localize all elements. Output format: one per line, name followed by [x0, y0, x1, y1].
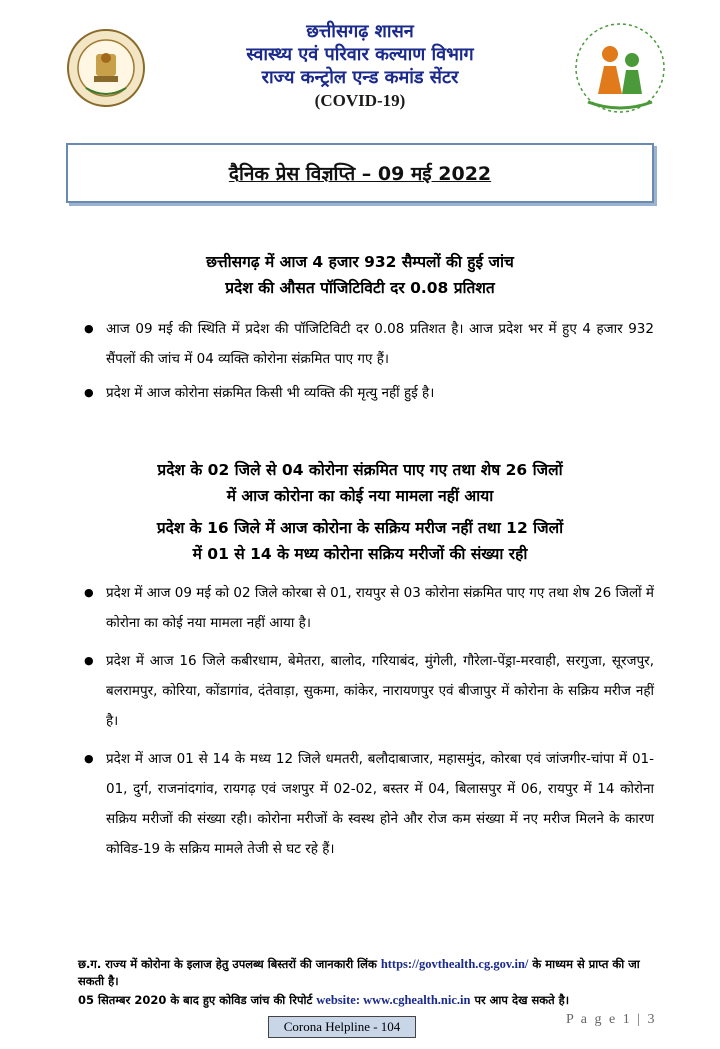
section1-heading-2: प्रदेश की औसत पॉजिटिविटी दर 0.08 प्रतिशत: [225, 279, 495, 297]
control-center-name: राज्य कन्ट्रोल एन्ड कमांड सेंटर: [261, 67, 459, 88]
list-item: ● प्रदेश में आज कोरोना संक्रमित किसी भी व्यक्ति की मृत्यु नहीं हुई है।: [106, 378, 654, 408]
press-release-title-box: [66, 143, 654, 203]
section1-heading-1: छत्तीसगढ़ में आज 4 हजार 932 सैम्पलों की हुई जांच: [206, 253, 514, 271]
govthealth-link[interactable]: https://govthealth.cg.gov.in/: [380, 957, 529, 971]
cghealth-website-link[interactable]: website: www.cghealth.nic.in: [316, 993, 471, 1007]
section2-heading-4: में 01 से 14 के मध्य कोरोना सक्रिय मरीजों की संख्या रही: [192, 545, 528, 563]
beds-info-text: छ.ग. राज्य में कोरोना के इलाज हेतु उपलब्ध बिस्तरों की जानकारी लिंक: [78, 957, 381, 971]
department-name: स्वास्थ्य एवं परिवार कल्याण विभाग: [246, 44, 474, 65]
covid-report-text: 05 सितम्बर 2020 के बाद हुए कोविड जांच की रिपोर्ट: [78, 993, 317, 1007]
section2-heading-2: में आज कोरोना का कोई नया मामला नहीं आया: [226, 487, 494, 505]
list-item: ● प्रदेश में आज 16 जिले कबीरधाम, बेमेतरा, बालोद, गरियाबंद, मुंगेली, गौरेला-पेंड्रा-मरवाही, सरगुजा, सूरजपुर, बलरामपुर, कोरिया, कोंडागांव, दंतेवाड़ा, सुकमा, कांकेर, नारायणपुर एवं बीजापुर में कोरोना के सक्रिय मरीज नहीं है।: [106, 646, 654, 736]
corona-helpline-box: Corona Helpline - 104: [268, 1016, 416, 1038]
section2-heading-1: प्रदेश के 02 जिले से 04 कोरोना संक्रमित पाए गए तथा शेष 26 जिलों: [157, 461, 563, 479]
press-release-title: दैनिक प्रेस विज्ञप्ति – 09 मई 2022: [228, 163, 492, 185]
covid-report-text-end: पर आप देख सकते है।: [470, 993, 570, 1007]
state-emblem-logo: [66, 28, 146, 108]
government-name: छत्तीसगढ़ शासन: [306, 21, 414, 42]
section2-heading-3: प्रदेश के 16 जिले में आज कोरोना के सक्रिय मरीज नहीं तथा 12 जिलों: [156, 519, 564, 537]
swasth-chhattisgarh-logo: [574, 22, 666, 116]
covid-label: (COVID-19): [314, 91, 406, 110]
list-item: ● प्रदेश में आज 01 से 14 के मध्य 12 जिले धमतरी, बलौदाबाजार, महासमुंद, कोरबा एवं जांजगीर-चांपा में 01-01, दुर्ग, राजनांदगांव, रायगढ़ एवं जशपुर में 02-02, बस्तर में 04, बिलासपुर में 06, रायपुर में 14 कोरोना सक्रिय मरीजों की संख्या रही। कोरोना मरीजों के स्वस्थ होने और रोज कम संख्या में नए मरीज मिलने के कारण कोविड-19 के सक्रिय मामले तेजी से घट रहे हैं।: [106, 744, 654, 864]
department-heading: [190, 20, 530, 112]
section2-bullet-list: [106, 578, 654, 864]
list-item: ● आज 09 मई की स्थिति में प्रदेश की पॉजिटिविटी दर 0.08 प्रतिशत है। आज प्रदेश भर में हुए 4 हजार 932 सैंपलों की जांच में 04 व्यक्ति कोरोना संक्रमित पाए गए हैं।: [106, 314, 654, 374]
beds-info-note: [78, 956, 658, 990]
section1-bullet-list: [106, 314, 654, 408]
page-number: P a g e 1 | 3: [566, 1012, 657, 1027]
covid-report-note: [78, 992, 658, 1009]
list-item: ● प्रदेश में आज 09 मई को 02 जिले कोरबा से 01, रायपुर से 03 कोरोना संक्रमित पाए गए तथा शेष 26 जिलों में कोरोना का कोई नया मामला नहीं आया है।: [106, 578, 654, 638]
beds-info-text-end: के माध्यम से प्राप्त की जा सकती है।: [78, 957, 640, 988]
letterhead: [0, 0, 720, 130]
